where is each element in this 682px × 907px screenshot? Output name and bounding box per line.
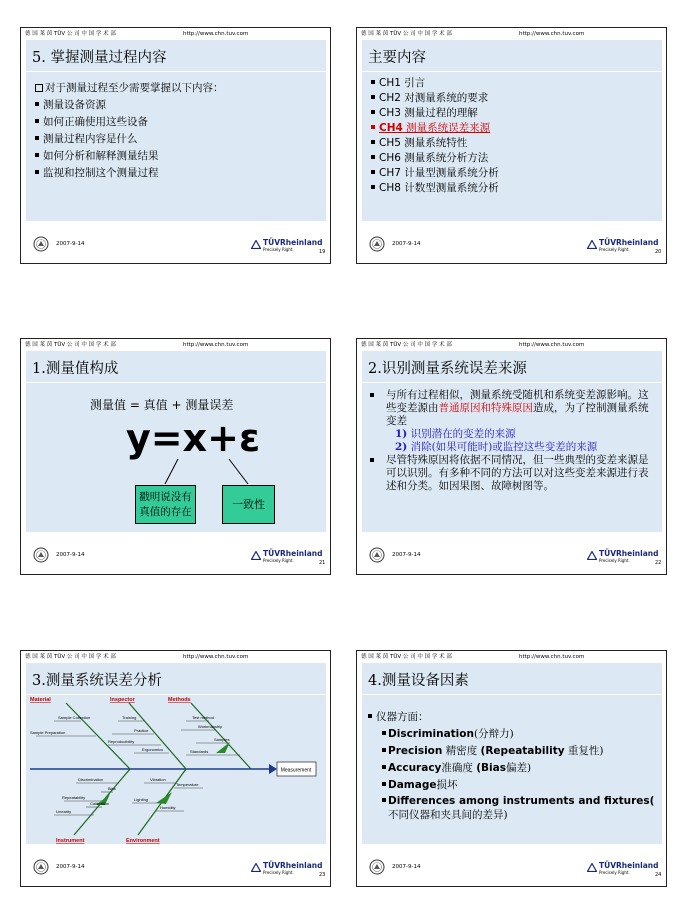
tuv-logo	[251, 861, 323, 877]
triangle-logo-icon	[587, 863, 597, 872]
slide-header	[25, 340, 326, 350]
list-item-continuation: 不同仪器和夹具间的差异)	[388, 809, 508, 821]
cause-label: Standards	[190, 749, 209, 754]
triangle-logo-icon	[251, 551, 261, 560]
square-bullet-icon	[371, 155, 375, 159]
date: 2007-9-14	[56, 864, 85, 870]
slide-21	[20, 338, 331, 575]
title-divider	[26, 71, 326, 72]
title-divider	[362, 694, 662, 695]
cause-label: Vibration	[150, 777, 166, 782]
square-bullet-icon	[35, 102, 39, 106]
cause-label: Humidity	[160, 805, 176, 810]
tuv-logo	[251, 238, 323, 254]
category-instrument: Instrument	[56, 838, 85, 844]
intro-line: 仪器方面：	[368, 709, 656, 726]
slide-23	[20, 650, 331, 887]
cause-label: Temperature	[176, 782, 199, 787]
slide-header	[361, 340, 662, 350]
slide-title: 2.识别测量系统误差来源	[368, 361, 527, 377]
cause-label: Training	[122, 715, 137, 720]
brand-tagline: Precisely Right.	[599, 870, 630, 875]
formula: y=x+ε	[126, 416, 261, 460]
triangle-logo-icon	[587, 551, 597, 560]
brand-name: TÜVRheinland	[263, 549, 323, 558]
list-item: Precision 精密度 (Repeatability 重复性)	[368, 743, 656, 760]
list-item: 测量过程内容是什么	[35, 131, 320, 148]
date: 2007-9-14	[56, 552, 85, 558]
square-bullet-icon	[371, 95, 375, 99]
seal-icon	[369, 547, 385, 563]
list-item: Differences among instruments and fixtures(	[368, 794, 656, 808]
cause-label: Repeatability	[62, 795, 86, 800]
square-bullet-icon	[382, 748, 386, 752]
cause-label: Lighting	[134, 797, 149, 802]
company-name: 德 国 莱 茵 TÜV 公 司 中 国 学 术 部	[25, 31, 116, 37]
list-item: 监视和控制这个测量过程	[35, 165, 320, 182]
square-bullet-icon	[370, 393, 374, 397]
triangle-logo-icon	[251, 240, 261, 249]
date: 2007-9-14	[392, 552, 421, 558]
sub-item-2: 2) 消除(如果可能时)或监控这些变差的来源	[395, 441, 598, 453]
square-bullet-icon	[382, 782, 386, 786]
square-bullet-icon	[382, 731, 386, 735]
brand-name: TÜVRheinland	[599, 238, 659, 247]
slide-body	[362, 351, 662, 532]
company-name: 德 国 莱 茵 TÜV 公 司 中 国 学 术 部	[361, 31, 452, 37]
category-methods: Methods	[168, 697, 191, 703]
square-bullet-icon	[368, 714, 372, 718]
cause-label: Discrimination	[78, 777, 104, 782]
square-bullet-icon	[371, 170, 375, 174]
cause-label: Ergonomics	[142, 747, 164, 752]
slide-footer	[21, 539, 330, 573]
square-bullet-icon	[371, 185, 375, 189]
cause-label: Test method	[192, 715, 214, 720]
slide-body	[362, 663, 662, 844]
page-number: 20	[655, 249, 662, 255]
category-environment: Environment	[126, 838, 160, 844]
brand-name: TÜVRheinland	[599, 861, 659, 870]
cause-label: Sample Preparation	[30, 730, 66, 735]
seal-icon	[369, 236, 385, 252]
cause-label: Workmanship	[198, 724, 223, 729]
brand-tagline: Precisely Right.	[263, 870, 294, 875]
company-name: 德 国 莱 茵 TÜV 公 司 中 国 学 术 部	[25, 342, 116, 348]
no-true-value-box: 戳明说没有真值的存在	[135, 485, 196, 524]
square-bullet-icon	[35, 170, 39, 174]
slide-header	[25, 652, 326, 662]
company-name: 德 国 莱 茵 TÜV 公 司 中 国 学 术 部	[361, 342, 452, 348]
title-divider	[362, 382, 662, 383]
list-item: CH1 引言	[371, 76, 656, 91]
equation-text: 测量值 = 真值 + 测量误差	[90, 398, 234, 412]
slide-footer	[357, 851, 666, 885]
list-item: CH5 测量系统特性	[371, 136, 656, 151]
list-item: Discrimination(分辩力)	[368, 726, 656, 743]
slide-header	[361, 29, 662, 39]
tuv-logo	[587, 549, 659, 565]
slide-header	[361, 652, 662, 662]
list-item: CH8 计数型测量系统分析	[371, 181, 656, 196]
cause-label: Sample Collection	[58, 715, 91, 720]
slide-body	[26, 40, 326, 221]
brand-name: TÜVRheinland	[263, 861, 323, 870]
checkbox-bullet-icon	[35, 84, 43, 92]
website-url: http://www.chn.tuv.com	[183, 342, 249, 348]
cause-label: Reproducibility	[108, 739, 135, 744]
date: 2007-9-14	[392, 864, 421, 870]
square-bullet-icon	[35, 153, 39, 157]
paragraph-1: 与所有过程相似，测量系统受随机和系统变差源影响。这些变差源由普通原因和特殊原因造成，为了控制测量系统变差	[370, 389, 652, 428]
title-divider	[362, 71, 662, 72]
square-bullet-icon	[371, 80, 375, 84]
list-item: 如何正确使用这些设备	[35, 114, 320, 131]
triangle-logo-icon	[251, 863, 261, 872]
square-bullet-icon	[371, 125, 375, 129]
seal-icon	[33, 547, 49, 563]
intro-text: 对于测量过程至少需要掌握以下内容：	[45, 82, 224, 94]
consistency-box: 一致性	[222, 485, 275, 524]
brand-tagline: Precisely Right.	[599, 558, 630, 563]
brand-name: TÜVRheinland	[599, 549, 659, 558]
cause-label: Samples	[214, 737, 230, 742]
paragraph-2: 尽管特殊原因将依据不同情况，但一些典型的变差来源是可以识别。有多种不同的方法可以对这些变差来源进行表述和分类。如因果图、故障树图等。	[370, 454, 652, 493]
list-item: CH2 对测量系统的要求	[371, 91, 656, 106]
list-item: 如何分析和解释测量结果	[35, 148, 320, 165]
brand-tagline: Precisely Right.	[599, 247, 630, 252]
slide-body	[26, 663, 326, 844]
cause-label: Calibration	[90, 801, 110, 806]
page-number: 23	[319, 872, 326, 878]
slide-footer	[357, 228, 666, 262]
tuv-logo	[587, 861, 659, 877]
date: 2007-9-14	[392, 241, 421, 247]
website-url: http://www.chn.tuv.com	[519, 342, 585, 348]
sub-item-1: 1) 识别潜在的变差的来源	[395, 428, 516, 440]
effect-label: Measurement	[280, 767, 312, 774]
square-bullet-icon	[35, 119, 39, 123]
list-item: CH3 测量过程的理解	[371, 106, 656, 121]
website-url: http://www.chn.tuv.com	[519, 31, 585, 37]
slide-body	[362, 40, 662, 221]
fishbone-diagram	[26, 697, 326, 844]
list-item: Accuracy准确度 (Bias偏差)	[368, 760, 656, 777]
seal-icon	[33, 236, 49, 252]
slide-title: 主要内容	[368, 50, 426, 66]
slide-title: 4.测量设备因素	[368, 673, 469, 689]
slide-title: 3.测量系统误差分析	[32, 673, 162, 689]
cause-label: Bias	[108, 786, 116, 791]
company-name: 德 国 莱 茵 TÜV 公 司 中 国 学 术 部	[361, 654, 452, 660]
slide-19	[20, 27, 331, 264]
category-inspector: Inspector	[110, 697, 135, 703]
list-item: CH6 测量系统分析方法	[371, 151, 656, 166]
list-item: Damage损坏	[368, 777, 656, 794]
company-name: 德 国 莱 茵 TÜV 公 司 中 国 学 术 部	[25, 654, 116, 660]
intro-line	[35, 80, 320, 97]
square-bullet-icon	[382, 765, 386, 769]
date: 2007-9-14	[56, 241, 85, 247]
triangle-logo-icon	[587, 240, 597, 249]
square-bullet-icon	[371, 140, 375, 144]
square-bullet-icon	[382, 798, 386, 802]
website-url: http://www.chn.tuv.com	[183, 654, 249, 660]
website-url: http://www.chn.tuv.com	[519, 654, 585, 660]
slide-body	[26, 351, 326, 532]
cause-label: Linearity	[56, 809, 72, 814]
title-divider	[26, 694, 326, 695]
seal-icon	[33, 859, 49, 875]
list-item: CH7 计量型测量系统分析	[371, 166, 656, 181]
slide-22	[356, 338, 667, 575]
category-material: Material	[30, 697, 51, 703]
slide-24	[356, 650, 667, 887]
page-number: 22	[655, 560, 662, 566]
brand-tagline: Precisely Right.	[263, 558, 294, 563]
brand-name: TÜVRheinland	[263, 238, 323, 247]
square-bullet-icon	[35, 136, 39, 140]
slide-footer	[357, 539, 666, 573]
cause-label: Practice	[134, 728, 149, 733]
slide-title: 1.测量值构成	[32, 361, 119, 377]
slide-header	[25, 29, 326, 39]
tuv-logo	[587, 238, 659, 254]
brand-tagline: Precisely Right.	[263, 247, 294, 252]
page-number: 21	[319, 560, 326, 566]
list-item: 测量设备资源	[35, 97, 320, 114]
page-number: 19	[319, 249, 326, 255]
square-bullet-icon	[370, 458, 374, 462]
list-item-highlighted[interactable]: CH4 测量系统误差来源	[371, 121, 656, 136]
slide-title: 5. 掌握测量过程内容	[32, 50, 167, 66]
website-url: http://www.chn.tuv.com	[183, 31, 249, 37]
page-number: 24	[655, 872, 662, 878]
slide-footer	[21, 851, 330, 885]
seal-icon	[369, 859, 385, 875]
square-bullet-icon	[371, 110, 375, 114]
slide-footer	[21, 228, 330, 262]
slide-20	[356, 27, 667, 264]
tuv-logo	[251, 549, 323, 565]
